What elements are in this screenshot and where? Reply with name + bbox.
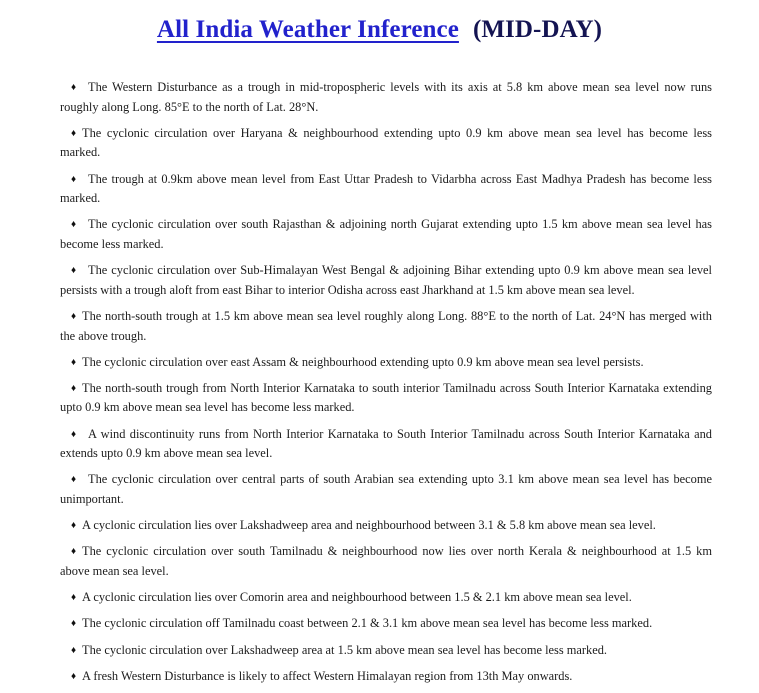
list-item — [60, 124, 712, 163]
list-item — [60, 667, 712, 687]
diamond-bullet-icon: ♦ — [71, 644, 77, 656]
page-title — [0, 0, 759, 46]
list-item-text: A cyclonic circulation lies over Lakshadweep area and neighbourhood between 3.1 & 5.8 km above mean sea level. — [82, 518, 656, 533]
diamond-bullet-icon: ♦ — [71, 618, 77, 630]
list-item-text: A fresh Western Disturbance is likely to affect Western Himalayan region from 13th May onwards. — [82, 668, 573, 683]
list-item — [60, 353, 712, 373]
list-item-text: The north-south trough from North Interior Karnataka to south interior Tamilnadu across South Interior Karnataka extending upto 0.9 km above mean sea level has become less marked. — [60, 380, 712, 415]
list-item — [60, 470, 712, 509]
page-title-suffix: (MID-DAY) — [472, 16, 603, 43]
diamond-bullet-icon: ♦ — [71, 520, 77, 532]
diamond-bullet-icon: ♦ — [71, 546, 77, 558]
list-item-text: The cyclonic circulation over Sub-Himalayan West Bengal & adjoining Bihar extending upto 0.9 km above mean sea level persists with a trough aloft from east Bihar to interior Odisha across east Jharkhand at 1.5 km above mean sea level. — [60, 263, 712, 297]
page-title-main: All India Weather Inference — [156, 16, 459, 43]
list-item — [60, 215, 712, 254]
diamond-bullet-icon: ♦ — [71, 82, 77, 93]
list-item — [60, 516, 712, 536]
diamond-bullet-icon: ♦ — [71, 310, 77, 322]
diamond-bullet-icon: ♦ — [71, 127, 77, 139]
diamond-bullet-icon: ♦ — [71, 592, 77, 604]
list-item — [60, 641, 712, 661]
list-item-text: The Western Disturbance as a trough in mid-tropospheric levels with its axis at 5.8 km above mean sea level now runs roughly along Long. 85°E to the north of Lat. 28°N. — [60, 80, 712, 114]
diamond-bullet-icon: ♦ — [71, 474, 77, 486]
diamond-bullet-icon: ♦ — [71, 173, 77, 185]
list-item-text: A cyclonic circulation lies over Comorin area and neighbourhood between 1.5 & 2.1 km above mean sea level. — [82, 590, 632, 605]
list-item — [60, 588, 712, 608]
diamond-bullet-icon: ♦ — [71, 265, 77, 277]
diamond-bullet-icon: ♦ — [71, 428, 77, 440]
diamond-bullet-icon: ♦ — [71, 382, 77, 394]
list-item — [60, 614, 712, 634]
list-item — [60, 307, 712, 346]
list-item-text: The cyclonic circulation off Tamilnadu coast between 2.1 & 3.1 km above mean sea level has become less marked. — [82, 616, 653, 631]
list-item — [60, 542, 712, 581]
list-item — [60, 379, 712, 418]
list-item-text: The cyclonic circulation over south Tamilnadu & neighbourhood now lies over north Kerala & neighbourhood at 1.5 km above mean sea level. — [60, 544, 712, 578]
diamond-bullet-icon: ♦ — [71, 219, 77, 231]
list-item-text: The cyclonic circulation over Lakshadweep area at 1.5 km above mean sea level has become less marked. — [82, 642, 607, 657]
list-item-text: The trough at 0.9km above mean level from East Uttar Pradesh to Vidarbha across East Madhya Pradesh has become less marked. — [60, 171, 712, 206]
list-item-text: The cyclonic circulation over Haryana & neighbourhood extending upto 0.9 km above mean sea level has become less marked. — [60, 125, 712, 160]
diamond-bullet-icon: ♦ — [71, 356, 77, 368]
list-item-text: The cyclonic circulation over south Rajasthan & adjoining north Gujarat extending upto 1.5 km above mean sea level has become less marked. — [60, 217, 712, 251]
list-item — [60, 170, 712, 209]
list-item — [60, 261, 712, 300]
list-item-text: The cyclonic circulation over east Assam & neighbourhood extending upto 0.9 km above mean sea level persists. — [82, 354, 644, 369]
list-item-text: The north-south trough at 1.5 km above mean sea level roughly along Long. 88°E to the north of Lat. 24°N has merged with the above trough. — [60, 308, 712, 343]
list-item — [60, 78, 712, 117]
list-item-text: A wind discontinuity runs from North Interior Karnataka to South Interior Tamilnadu across South Interior Karnataka and extends upto 0.9 km above mean sea level. — [60, 426, 712, 461]
list-item — [60, 425, 712, 464]
inference-list — [60, 78, 712, 693]
list-item-text: The cyclonic circulation over central parts of south Arabian sea extending upto 3.1 km above mean sea level has become unimportant. — [60, 472, 712, 507]
diamond-bullet-icon: ♦ — [71, 670, 77, 682]
